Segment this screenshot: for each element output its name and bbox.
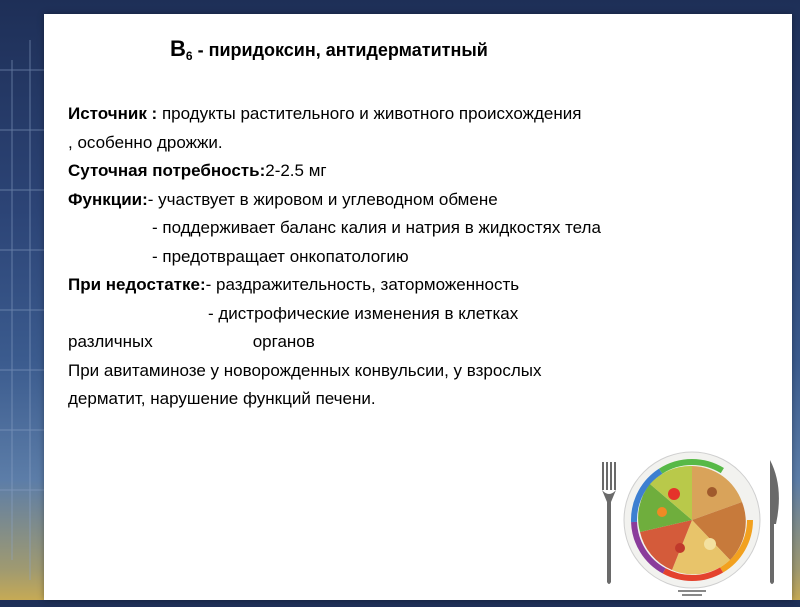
title-rest: - пиридоксин, антидерматитный — [192, 40, 488, 60]
source-text-2: , особенно дрожжи. — [68, 132, 223, 152]
function-item-2: - поддерживает баланс калия и натрия в жидкостях тела — [152, 218, 601, 237]
slide — [44, 14, 792, 600]
slide-content — [68, 100, 758, 414]
slide-title — [170, 36, 488, 63]
avitaminosis-text-2: дерматит, нарушение функций печени. — [68, 389, 376, 408]
daily-line — [68, 157, 758, 186]
plate — [624, 452, 760, 588]
deficiency-text-3a: различных — [68, 332, 153, 351]
source-text: продукты растительного и животного происхождения — [157, 104, 582, 123]
source-label: Источник : — [68, 104, 158, 123]
function-item-3: - предотвращает онкопатологию — [152, 246, 409, 266]
deficiency-text-3b: органов — [252, 332, 315, 351]
avitaminosis-line-1 — [68, 357, 758, 386]
source-line — [68, 100, 758, 129]
deficiency-text-1: - раздражительность, заторможенность — [205, 275, 520, 294]
deficiency-text-2: - дистрофические изменения в клетках — [208, 303, 519, 323]
functions-line — [68, 186, 758, 215]
function-line-2 — [68, 214, 758, 243]
functions-label: Функции: — [68, 189, 148, 209]
food-plate-image — [592, 432, 792, 602]
fork-icon — [602, 462, 616, 584]
knife-icon — [770, 460, 779, 584]
deficiency-line-3 — [68, 328, 758, 357]
function-line-3 — [68, 243, 758, 272]
avitaminosis-line-2 — [68, 385, 758, 414]
source-line-2 — [68, 129, 758, 158]
deficiency-label: При недостатке: — [68, 275, 206, 294]
deficiency-line — [68, 271, 758, 300]
deficiency-line-2 — [68, 300, 758, 329]
title-letter: В — [170, 36, 186, 61]
avitaminosis-text-1: При авитаминозе у новорожденных конвульсии, у взрослых — [68, 360, 542, 380]
title-subscript: 6 — [185, 49, 193, 63]
daily-label: Суточная потребность: — [68, 161, 266, 180]
daily-value: 2-2.5 мг — [265, 161, 327, 180]
function-item-1: - участвует в жировом и углеводном обмене — [147, 189, 498, 209]
